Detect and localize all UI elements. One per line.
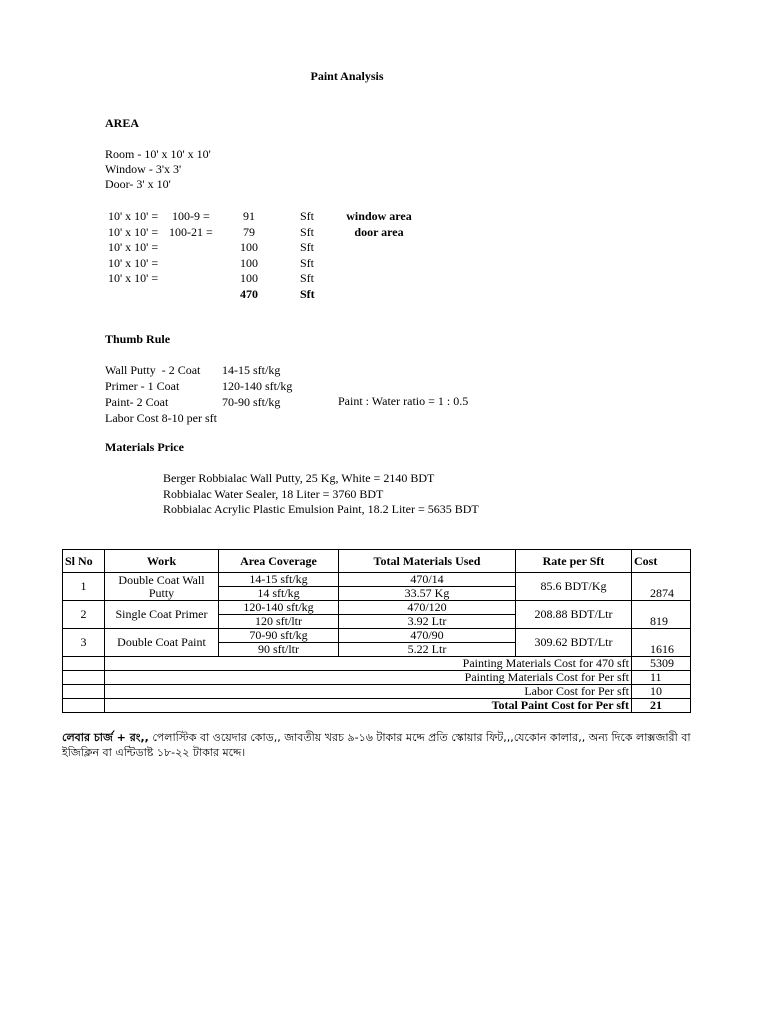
- total-area-unit: Sft: [300, 286, 315, 301]
- sl-cell: 3: [63, 629, 105, 657]
- material-price-item: Robbialac Acrylic Plastic Emulsion Paint, 18.2 Liter = 5635 BDT: [163, 502, 479, 516]
- materials-cell: 470/90: [339, 629, 516, 643]
- calc-value: 79: [243, 224, 255, 239]
- calc-value: 100: [240, 240, 258, 254]
- summary-value: 5309: [632, 657, 691, 671]
- rate-cell: 309.62 BDT/Ltr: [516, 629, 632, 657]
- empty-cell: [63, 685, 105, 699]
- summary-row: [63, 671, 691, 685]
- coverage-cell: 14 sft/kg: [219, 587, 339, 601]
- footnote-text: পেলাস্টিক বা ওয়েদার কোড,, জাবতীয় খরচ ৯-১৬ টাকার মদ্দে প্রতি স্কোয়ার ফিট,,,যেকোন কালার,, অন্য দিকে লাক্সজারী বা ইজিক্লিন বা এন্টিডাষ্ট ১৮-২২ টাকার মদ্দে।: [62, 731, 691, 759]
- calc-unit: Sft: [300, 255, 315, 270]
- materials-cell: 3.92 Ltr: [339, 615, 516, 629]
- coverage-cell: 120 sft/ltr: [219, 615, 339, 629]
- calc-value: 91: [243, 209, 255, 223]
- thumb-rule-value: 14-15 sft/kg: [222, 363, 281, 377]
- thumb-rule-label: Labor Cost 8-10 per sft: [105, 411, 217, 425]
- calc-unit: Sft: [300, 224, 315, 239]
- total-row: [63, 699, 691, 713]
- col-header-sl: Sl No: [63, 550, 105, 573]
- calc-unit-column: [300, 209, 315, 302]
- cost-cell: 1616: [632, 629, 691, 657]
- page-title: Paint Analysis: [310, 69, 384, 83]
- calc-value-column: [233, 209, 265, 302]
- calc-unit: Sft: [300, 209, 315, 223]
- calc-sub: 100-9 =: [172, 209, 210, 223]
- calc-formula-column: [108, 209, 158, 287]
- col-header-rate: Rate per Sft: [516, 550, 632, 573]
- sl-cell: 1: [63, 573, 105, 601]
- col-header-cost: Cost: [632, 550, 691, 573]
- thumb-rule-label: Paint- 2 Coat: [105, 395, 169, 409]
- summary-label: Labor Cost for Per sft: [105, 685, 632, 699]
- calc-formula: 10' x 10' =: [108, 240, 159, 254]
- materials-cell: 33.57 Kg: [339, 587, 516, 601]
- footnote-bold: লেবার চার্জ + রং,,: [62, 731, 149, 744]
- total-value: 21: [632, 699, 691, 713]
- thumb-rule-values: [222, 362, 292, 410]
- cost-table: [62, 549, 691, 713]
- area-heading: AREA: [105, 116, 140, 130]
- thumb-rule-value: 70-90 sft/kg: [222, 395, 281, 409]
- work-cell: Double Coat Wall Putty: [105, 573, 219, 601]
- cost-cell: 2874: [632, 573, 691, 601]
- calc-sub: 100-21 =: [169, 224, 213, 239]
- sl-cell: 2: [63, 601, 105, 629]
- summary-row: [63, 685, 691, 699]
- materials-cell: 5.22 Ltr: [339, 643, 516, 657]
- coverage-cell: 90 sft/ltr: [219, 643, 339, 657]
- door-area-note: door area: [354, 224, 404, 239]
- total-area-value: 470: [240, 286, 258, 301]
- dimension-door: Door- 3' x 10': [105, 177, 171, 191]
- coverage-cell: 70-90 sft/kg: [219, 629, 339, 643]
- work-cell: Double Coat Paint: [105, 629, 219, 657]
- total-label: Total Paint Cost for Per sft: [105, 699, 632, 713]
- empty-cell: [63, 699, 105, 713]
- thumb-rule-labels: [105, 362, 217, 426]
- col-header-materials-used: Total Materials Used: [339, 550, 516, 573]
- table-row: [63, 601, 691, 615]
- table-row: [63, 573, 691, 587]
- rate-cell: 208.88 BDT/Ltr: [516, 601, 632, 629]
- dimension-window: Window - 3'x 3': [105, 162, 182, 176]
- material-price-item: Robbialac Water Sealer, 18 Liter = 3760 BDT: [163, 487, 384, 501]
- materials-cell: 470/120: [339, 601, 516, 615]
- coverage-cell: 14-15 sft/kg: [219, 573, 339, 587]
- summary-value: 11: [632, 671, 691, 685]
- calc-note-column: [335, 209, 423, 240]
- col-header-area-coverage: Area Coverage: [219, 550, 339, 573]
- calc-formula: 10' x 10' =: [108, 224, 159, 239]
- coverage-cell: 120-140 sft/kg: [219, 601, 339, 615]
- material-price-item: Berger Robbialac Wall Putty, 25 Kg, White = 2140 BDT: [163, 471, 435, 485]
- thumb-rule-value: 120-140 sft/kg: [222, 379, 293, 393]
- calc-unit: Sft: [300, 271, 315, 285]
- summary-value: 10: [632, 685, 691, 699]
- materials-cell: 470/14: [339, 573, 516, 587]
- dimension-room: Room - 10' x 10' x 10': [105, 147, 211, 161]
- summary-row: [63, 657, 691, 671]
- thumb-rule-heading: Thumb Rule: [105, 332, 171, 346]
- water-ratio-note: Paint : Water ratio = 1 : 0.5: [338, 394, 469, 408]
- table-header-row: [63, 550, 691, 573]
- materials-price-heading: Materials Price: [105, 440, 184, 454]
- summary-label: Painting Materials Cost for Per sft: [105, 671, 632, 685]
- calc-formula: 10' x 10' =: [108, 271, 159, 285]
- table-row: [63, 629, 691, 643]
- col-header-work: Work: [105, 550, 219, 573]
- empty-cell: [63, 671, 105, 685]
- calc-value: 100: [240, 271, 258, 285]
- summary-label: Painting Materials Cost for 470 sft: [105, 657, 632, 671]
- calc-unit: Sft: [300, 240, 315, 254]
- bangla-footnote: [62, 730, 692, 760]
- calc-formula: 10' x 10' =: [108, 255, 159, 270]
- cost-cell: 819: [632, 601, 691, 629]
- empty-cell: [63, 657, 105, 671]
- window-area-note: window area: [346, 209, 412, 223]
- calc-formula: 10' x 10' =: [108, 209, 159, 223]
- work-cell: Single Coat Primer: [105, 601, 219, 629]
- calc-value: 100: [240, 255, 258, 270]
- thumb-rule-label: Primer - 1 Coat: [105, 379, 180, 393]
- rate-cell: 85.6 BDT/Kg: [516, 573, 632, 601]
- thumb-rule-label: Wall Putty - 2 Coat: [105, 363, 201, 377]
- calc-sub-column: [169, 209, 213, 240]
